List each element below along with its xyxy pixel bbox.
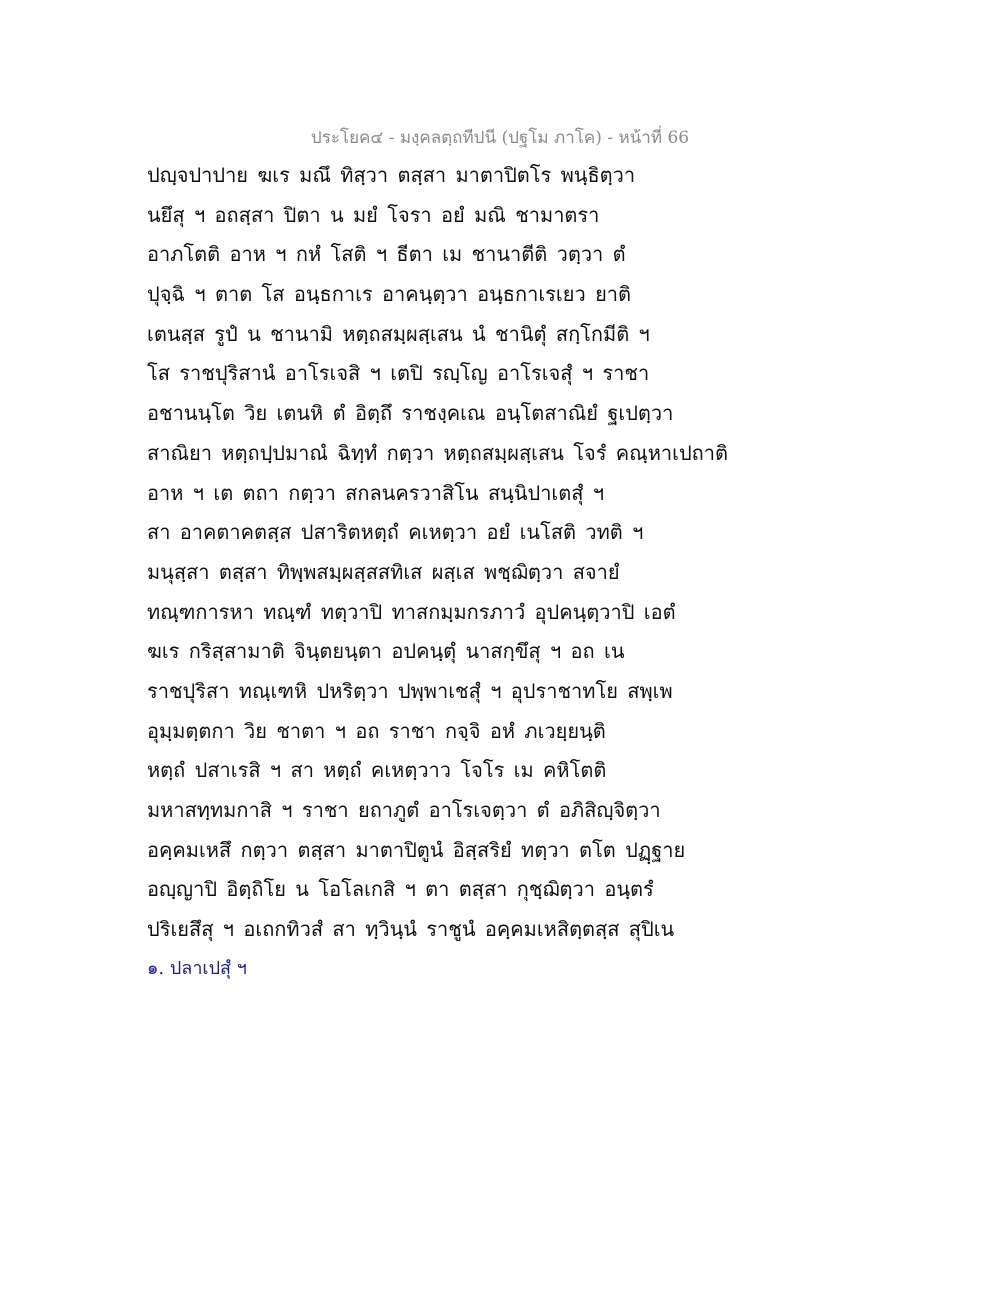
text-line: ฆเร กริสฺสามาติ จินฺตยนฺตา อปคนฺตุํ นาสกฺขึสุ ฯ อถ เน	[147, 639, 625, 664]
text-line: อุมฺมตฺตกา วิย ชาตา ฯ อถ ราชา กจฺจิ อหํ ภเวยฺยนฺติ	[147, 718, 606, 743]
text-line: ราชปุริสา ทณฺเฑหิ ปหริตฺวา ปพฺพาเชสุํ ฯ อุปราชาทโย สพฺเพ	[147, 678, 673, 703]
text-line: สา อาคตาคตสฺส ปสาริตหตฺถํ คเหตฺวา อยํ เนโสติ วทติ ฯ	[147, 520, 644, 545]
body-text	[147, 158, 867, 952]
text-line: หตฺถํ ปสาเรสิ ฯ สา หตฺถํ คเหตฺวาว โจโร เม คหิโตติ	[147, 758, 607, 783]
text-line: ปญฺจปาปาย ฆเร มณึ ทิสฺวา ตสฺสา มาตาปิตโร พนฺธิตฺวา	[147, 163, 636, 187]
text-line: ทณฺฑการหา ทณฺฑํ ทตฺวาปิ ทาสกมฺมกรภาวํ อุปคนฺตฺวาปิ เอตํ	[147, 599, 676, 624]
text-line: สาณิยา หตฺถปฺปมาณํ ฉิทฺทํ กตฺวา หตฺถสมฺผสฺเสน โจรํ คณฺหาเปถาติ	[147, 440, 728, 465]
text-line: โส ราชปุริสานํ อาโรเจสิ ฯ เตปิ รญฺโญ อาโรเจสุํ ฯ ราชา	[147, 361, 650, 386]
text-line: ปุจฺฉิ ฯ ตาต โส อนฺธกาเร อาคนฺตฺวา อนฺธกาเรเยว ยาติ	[147, 282, 632, 307]
text-line: อาภโตติ อาห ฯ กหํ โสติ ฯ ธีตา เม ชานาตีติ วตฺวา ตํ	[147, 242, 626, 267]
text-line: มหาสทฺทมกาสิ ฯ ราชา ยถาภูตํ อาโรเจตฺวา ตํ อภิสิญฺจิตฺวา	[147, 798, 661, 822]
text-line: ปริเยสึสุ ฯ อเถกทิวสํ สา ทฺวินฺนํ ราชูนํ อคฺคมเหสิตฺตสฺส สุปิเน	[147, 917, 675, 942]
text-line: อคฺคมเหสึ กตฺวา ตสฺสา มาตาปิตูนํ อิสฺสริยํ ทตฺวา ตโต ปฏฺฐาย	[147, 837, 686, 862]
text-line: นยึสุ ฯ อถสฺสา ปิตา น มยํ โจรา อยํ มณิ ชามาตรา	[147, 202, 600, 227]
footnote: ๑. ปลาเปสุํ ฯ	[147, 958, 247, 979]
text-line: อชานนฺโต วิย เตนหิ ตํ อิตฺถึ ราชงฺคเณ อนฺโตสาณิยํ ฐเปตฺวา	[147, 401, 674, 426]
text-line: เตนสฺส รูปํ น ชานามิ หตฺถสมฺผสฺเสน นํ ชานิตุํ สกฺโกมีติ ฯ	[147, 321, 650, 346]
text-line: มนุสฺสา ตสฺสา ทิพฺพสมฺผสฺสสทิเส ผสฺเส พชฺฌิตฺวา สจายํ	[147, 559, 620, 584]
text-line: อาห ฯ เต ตถา กตฺวา สกลนครวาสิโน สนฺนิปาเตสุํ ฯ	[147, 480, 605, 505]
page-header: ประโยค๔ - มงฺคลตฺถทีปนี (ปฐโม ภาโค) - หน้าที่ 66	[310, 128, 690, 148]
text-line: อญฺญาปิ อิตฺถิโย น โอโลเกสิ ฯ ตา ตสฺสา กุชฺฌิตฺวา อนฺตรํ	[147, 877, 654, 902]
